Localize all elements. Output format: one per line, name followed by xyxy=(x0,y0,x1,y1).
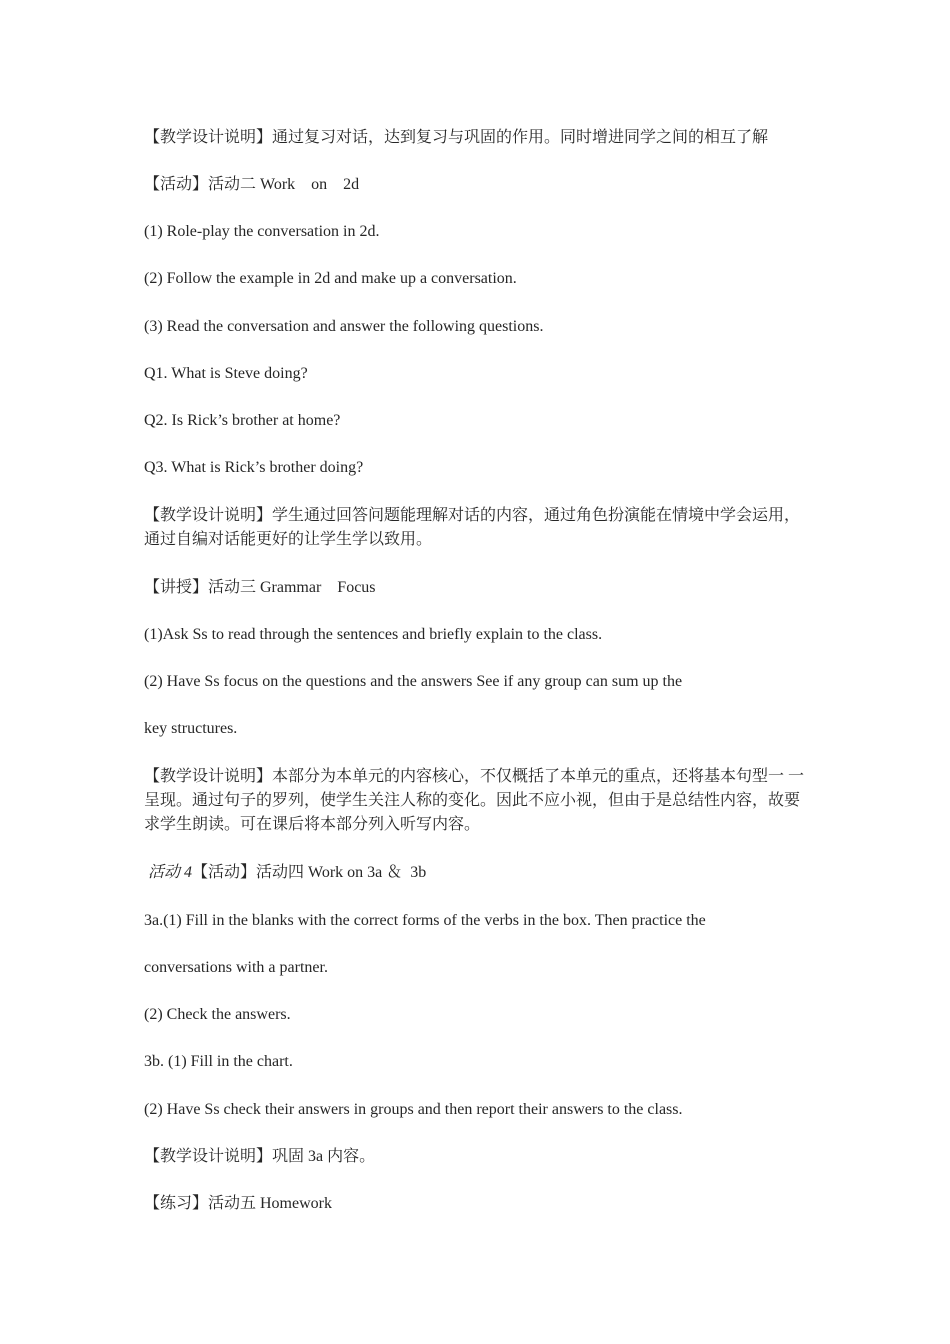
activity-4-3a-step-2: (2) Check the answers. xyxy=(144,1006,291,1023)
activity-4-lead: 活动 4 xyxy=(148,864,193,881)
activity-2-step-1: (1) Role-play the conversation in 2d. xyxy=(144,223,380,240)
activity-4-heading xyxy=(148,861,812,885)
activity-3-heading: 【讲授】活动三 Grammar Focus xyxy=(144,579,376,596)
activity-4-title: 【活动】活动四 Work on 3a ＆ 3b xyxy=(192,864,427,881)
activity-3-step-2-cont: key structures. xyxy=(144,720,238,737)
design-note-4: 【教学设计说明】巩固 3a 内容。 xyxy=(144,1148,376,1165)
question-2: Q2. Is Rick’s brother at home? xyxy=(144,412,341,429)
design-note-2: 【教学设计说明】学生通过回答问题能理解对话的内容，通过角色扮演能在情境中学会运用，通过自编对话能更好的让学生学以致用。 xyxy=(144,507,801,548)
activity-5-heading: 【练习】活动五 Homework xyxy=(144,1195,332,1212)
design-note-3: 【教学设计说明】本部分为本单元的内容核心，不仅概括了本单元的重点，还将基本句型一 一呈现。通过句子的罗列，使学生关注人称的变化。因此不应小视，但由于是总结性内容，故要求学生朗读。可在课后将本部分列入听写内容。 xyxy=(144,768,805,833)
activity-2-step-3: (3) Read the conversation and answer the following questions. xyxy=(144,318,544,335)
question-3: Q3. What is Rick’s brother doing? xyxy=(144,459,364,476)
activity-4-3b-step-2: (2) Have Ss check their answers in groups and then report their answers to the class. xyxy=(144,1101,683,1118)
activity-4-3a-step-1-cont: conversations with a partner. xyxy=(144,959,328,976)
activity-4-3a-step-1: 3a.(1) Fill in the blanks with the correct forms of the verbs in the box. Then practice the xyxy=(144,912,706,929)
question-1: Q1. What is Steve doing? xyxy=(144,365,308,382)
activity-3-step-2: (2) Have Ss focus on the questions and the answers See if any group can sum up the xyxy=(144,673,683,690)
activity-2-heading: 【活动】活动二 Work on 2d xyxy=(144,176,360,193)
activity-4-3b-step-1: 3b. (1) Fill in the chart. xyxy=(144,1053,293,1070)
activity-3-step-1: (1)Ask Ss to read through the sentences and briefly explain to the class. xyxy=(144,626,603,643)
design-note-1: 【教学设计说明】通过复习对话，达到复习与巩固的作用。同时增进同学之间的相互了解 xyxy=(144,129,769,146)
activity-2-step-2: (2) Follow the example in 2d and make up a conversation. xyxy=(144,270,517,287)
